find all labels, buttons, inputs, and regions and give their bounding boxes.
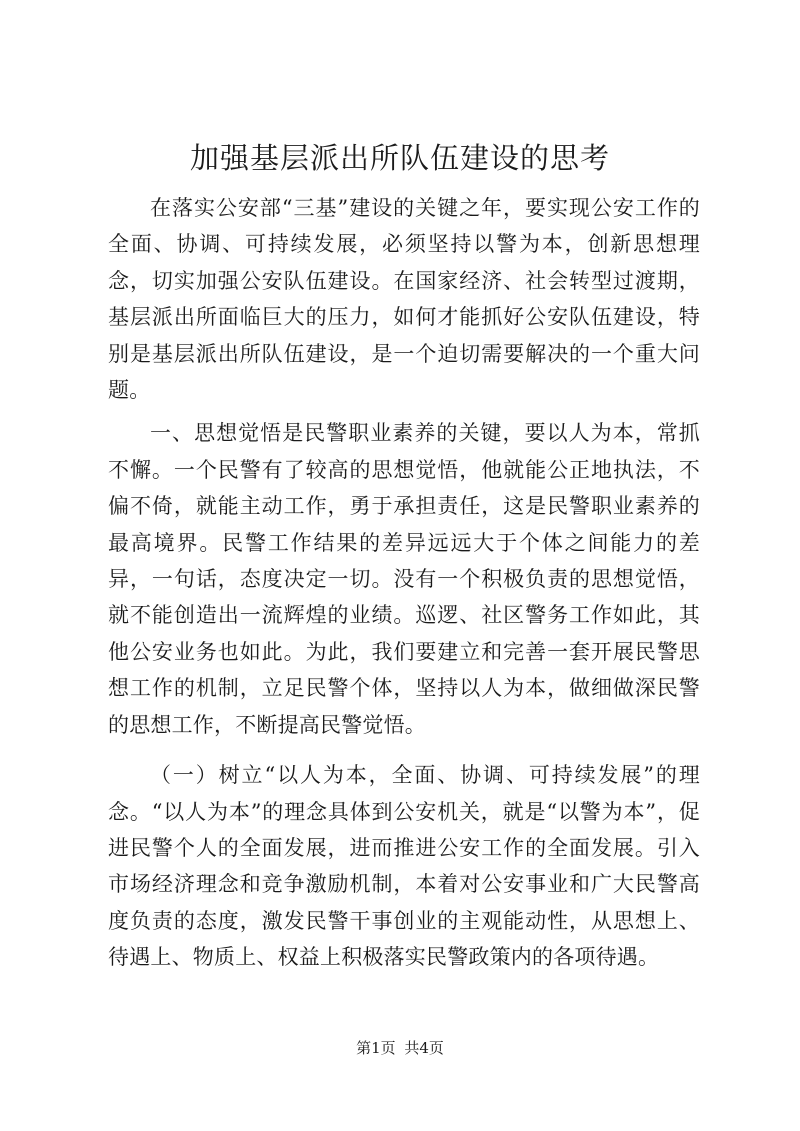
paragraph-intro: 在落实公安部“三基”建设的关键之年，要实现公安工作的全面、协调、可持续发展，必须坚持以警为本，创新思想理念，切实加强公安队伍建设。在国家经济、社会转型过渡期，基层派出所面临巨大的压力，如何才能抓好公安队伍建设，特别是基层派出所队伍建设，是一个迫切需要解决的一个重大问题。 [108, 196, 700, 403]
document-body [108, 190, 700, 976]
page-total: 共4页 [404, 1039, 444, 1057]
paragraph-subsection-one: （一）树立“以人为本，全面、协调、可持续发展”的理念。“以人为本”的理念具体到公安机关，就是“以警为本”，促进民警个人的全面发展，进而推进公安工作的全面发展。引入市场经济理念和竞争激励机制，本着对公安事业和广大民警高度负责的态度，激发民警干事创业的主观能动性，从思想上、待遇上、物质上、权益上积极落实民警政策内的各项待遇。 [108, 763, 700, 970]
document-title: 加强基层派出所队伍建设的思考 [189, 141, 610, 175]
paragraph-section-one: 一、思想觉悟是民警职业素养的关键，要以人为本，常抓不懈。一个民警有了较高的思想觉悟，他就能公正地执法，不偏不倚，就能主动工作，勇于承担责任，这是民警职业素养的最高境界。民警工作结果的差异远远大于个体之间能力的差异，一句话，态度决定一切。没有一个积极负责的思想觉悟，就不能创造出一流辉煌的业绩。巡逻、社区警务工作如此，其他公安业务也如此。为此，我们要建立和完善一套开展民警思想工作的机制，立足民警个体，坚持以人为本，做细做深民警的思想工作，不断提高民警觉悟。 [108, 421, 700, 737]
page-number: 第1页 [356, 1039, 396, 1057]
page-footer [0, 1038, 800, 1058]
